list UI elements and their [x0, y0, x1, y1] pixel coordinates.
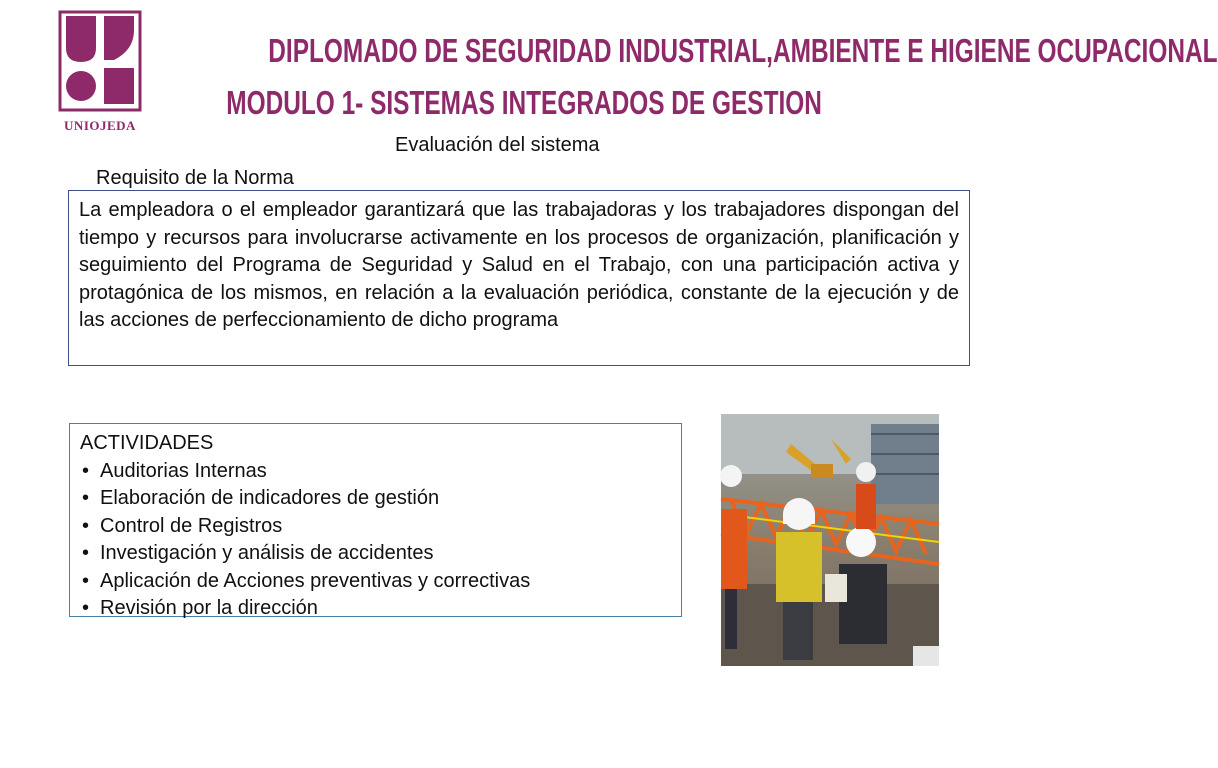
list-item: • Investigación y análisis de accidentes: [80, 540, 671, 568]
logo-text: UNIOJEDA: [64, 118, 136, 133]
activities-heading: ACTIVIDADES: [80, 432, 214, 454]
construction-workers-photo: [721, 414, 939, 666]
logo-emblem-icon: [58, 10, 142, 112]
uniojeda-logo: [52, 10, 148, 134]
activities-box: [69, 423, 682, 617]
list-item: • Elaboración de indicadores de gestión: [80, 485, 671, 513]
page-title: DIPLOMADO DE SEGURIDAD INDUSTRIAL,AMBIENTE E HIGIENE OCUPACIONAL: [268, 32, 1218, 69]
list-item: • Revisión por la dirección: [80, 595, 671, 623]
construction-site-image: [721, 414, 939, 666]
requirement-label: Requisito de la Norma: [96, 167, 294, 189]
page-subtitle-module: MODULO 1- SISTEMAS INTEGRADOS DE GESTION: [226, 84, 822, 121]
activities-list: [80, 458, 671, 623]
list-item: • Auditorias Internas: [80, 458, 671, 486]
requirement-text-box: [68, 190, 970, 366]
list-item: • Control de Registros: [80, 513, 671, 541]
list-item: • Aplicación de Acciones preventivas y correctivas: [80, 568, 671, 596]
requirement-text: La empleadora o el empleador garantizará que las trabajadoras y los trabajadores dispongan del tiempo y recursos para involucrarse activamente en los procesos de organización, planificación y seguimiento del Programa de Seguridad y Salud en el Trabajo, con una participación activa y protagónica de los mismos, en relación a la evaluación periódica, constante de la ejecución y de las acciones de perfeccionamiento de dicho programa: [79, 199, 959, 331]
section-title: Evaluación del sistema: [395, 134, 600, 156]
